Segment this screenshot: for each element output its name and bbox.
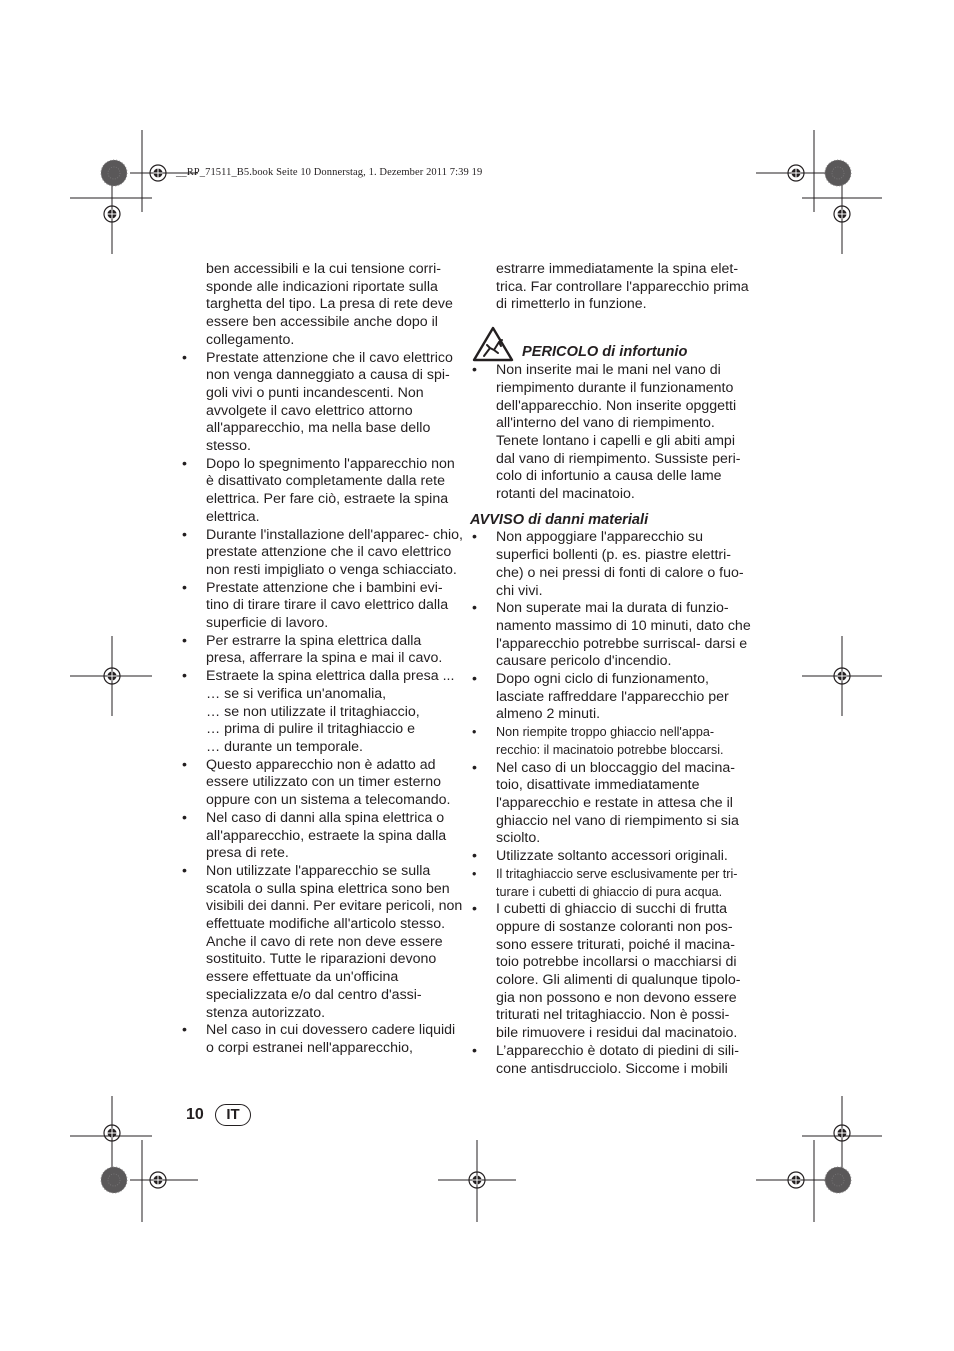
list-item: • I cubetti di ghiaccio di succhi di frutta oppure di sostanze coloranti non pos- sono essere triturati, poiché il macina- toio potrebbe incollarsi o macchiarsi di colore. Gli alimenti di qualunque tipolo- gia non possono e non devono essere triturati nel tritaghiaccio. Non è possi- bile rimuovere i residui dal macinatoio. xyxy=(472,901,741,1042)
hand-hazard-icon xyxy=(472,326,514,362)
list-item: • Non riempite troppo ghiaccio nell'appa- recchio: il macinatoio potrebbe bloccarsi. xyxy=(472,725,724,757)
list-item: • Per estrarre la spina elettrica dalla presa, afferrare la spina e mai il cavo. xyxy=(182,632,443,667)
list-item: • Dopo ogni ciclo di funzionamento, lasciate raffreddare l'apparecchio per almeno 2 minuti. xyxy=(472,671,729,723)
sub-item: … prima di pulire il tritaghiaccio e xyxy=(206,721,415,738)
list-item: • Il tritaghiaccio serve esclusivamente per tri- turare i cubetti di ghiaccio di pura acqua. xyxy=(472,866,738,899)
sub-item: … se non utilizzate il tritaghiaccio, xyxy=(206,703,420,720)
page-number: 10 xyxy=(186,1106,204,1123)
sub-item: … durante un temporale. xyxy=(206,738,363,755)
list-item: • L’apparecchio è dotato di piedini di sili- cone antisdrucciolo. Siccome i mobili xyxy=(472,1042,739,1077)
list-item: • Nel caso in cui dovessero cadere liquidi o corpi estranei nell'apparecchio, xyxy=(182,1022,456,1056)
list-item: • Non appoggiare l'apparecchio su superfici bollenti (p. es. piastre elettri- che) o nei pressi di fonti di calore o fuo- chi vivi. xyxy=(472,529,744,599)
list-item: • Non inserite mai le mani nel vano di riempimento durante il funzionamento dell'apparecchio. Non inserite opggetti all'interno del vano di riempimento. Tenete lontano i capelli e gli abiti ampi dal vano di riempimento. Sussiste peri- colo di infortunio a causa delle lame rotanti del macinatoio. xyxy=(472,362,741,503)
sub-item: … se si verifica un'anomalia, xyxy=(206,685,387,702)
intro-paragraph: ben accessibili e la cui tensione corri- sponde alle indicazioni riportate sulla targhetta del tipo. La presa di rete deve essere ben accessibile anche dopo il collegamento. xyxy=(206,261,453,348)
danger-section-header xyxy=(470,326,755,362)
list-item: • Prestate attenzione che i bambini evi- tino di tirare tirare il cavo elettrico dalla superficie di lavoro. xyxy=(182,579,449,632)
print-header: __RP_71511_B5.book Seite 10 Donnerstag, 1. Dezember 2011 7:39 19 xyxy=(176,167,483,178)
list-item: • Utilizzate soltanto accessori originali. xyxy=(472,848,728,865)
list-item: • Questo apparecchio non è adatto ad essere utilizzato con un timer esterno oppure con un sistema a telecomando. xyxy=(182,756,451,809)
list-item: • Prestate attenzione che il cavo elettrico non venga danneggiato a causa di spi- goli vivi o punti incandescenti. Non avvolgete il cavo elettrico attorno all'apparecchio, ma nella base dello stesso. xyxy=(182,349,453,455)
list-item: • Durante l'installazione dell'apparec- chio, prestate attenzione che il cavo elettrico non resti impigliato o venga schiacciato. xyxy=(182,526,463,578)
continuation-paragraph: estrarre immediatamente la spina elet- trica. Far controllare l'apparecchio prima di rimetterlo in funzione. xyxy=(496,261,749,313)
left-column xyxy=(180,261,464,1058)
list-item: • Nel caso di un bloccaggio del macina- toio, disattivate immediatamente l'apparecchio e restate in attesa che il ghiaccio nel vano di riempimento si sia sciolto. xyxy=(472,759,739,847)
list-item: • Dopo lo spegnimento l'apparecchio non è disattivato completamente dalla rete elettrica. Per fare ciò, estraete la spina elettrica. xyxy=(182,455,455,525)
danger-heading: PERICOLO di infortunio xyxy=(522,344,688,361)
list-item: • Non superate mai la durata di funzio- namento massimo di 10 minuti, dato che l'apparecchio potrebbe surriscal- darsi e causare pericolo d'incendio. xyxy=(472,600,751,670)
notice-heading: AVVISO di danni materiali xyxy=(470,511,649,528)
right-column xyxy=(470,261,755,1078)
list-item: • Non utilizzate l'apparecchio se sulla scatola o sulla spina elettrica sono ben visibili dei danni. Per evitare pericoli, non effettuate modifiche all'articolo stesso. Anche il cavo di rete non deve essere sostituito. Tutte le riparazioni devono essere effettuate da un'officina specializzata e/o dal centro d'assi- stenza autorizzato. xyxy=(182,862,463,1021)
language-badge: IT xyxy=(215,1104,251,1126)
list-item-plug: • Estraete la spina elettrica dalla presa ... … se si verifica un'anomalia, … se non utilizzate il tritaghiaccio, … prima di pulire il tritaghiaccio e … durante un temporale. xyxy=(180,668,464,757)
list-item: • Nel caso di danni alla spina elettrica o all'apparecchio, estraete la spina dalla presa di rete. xyxy=(182,809,447,862)
